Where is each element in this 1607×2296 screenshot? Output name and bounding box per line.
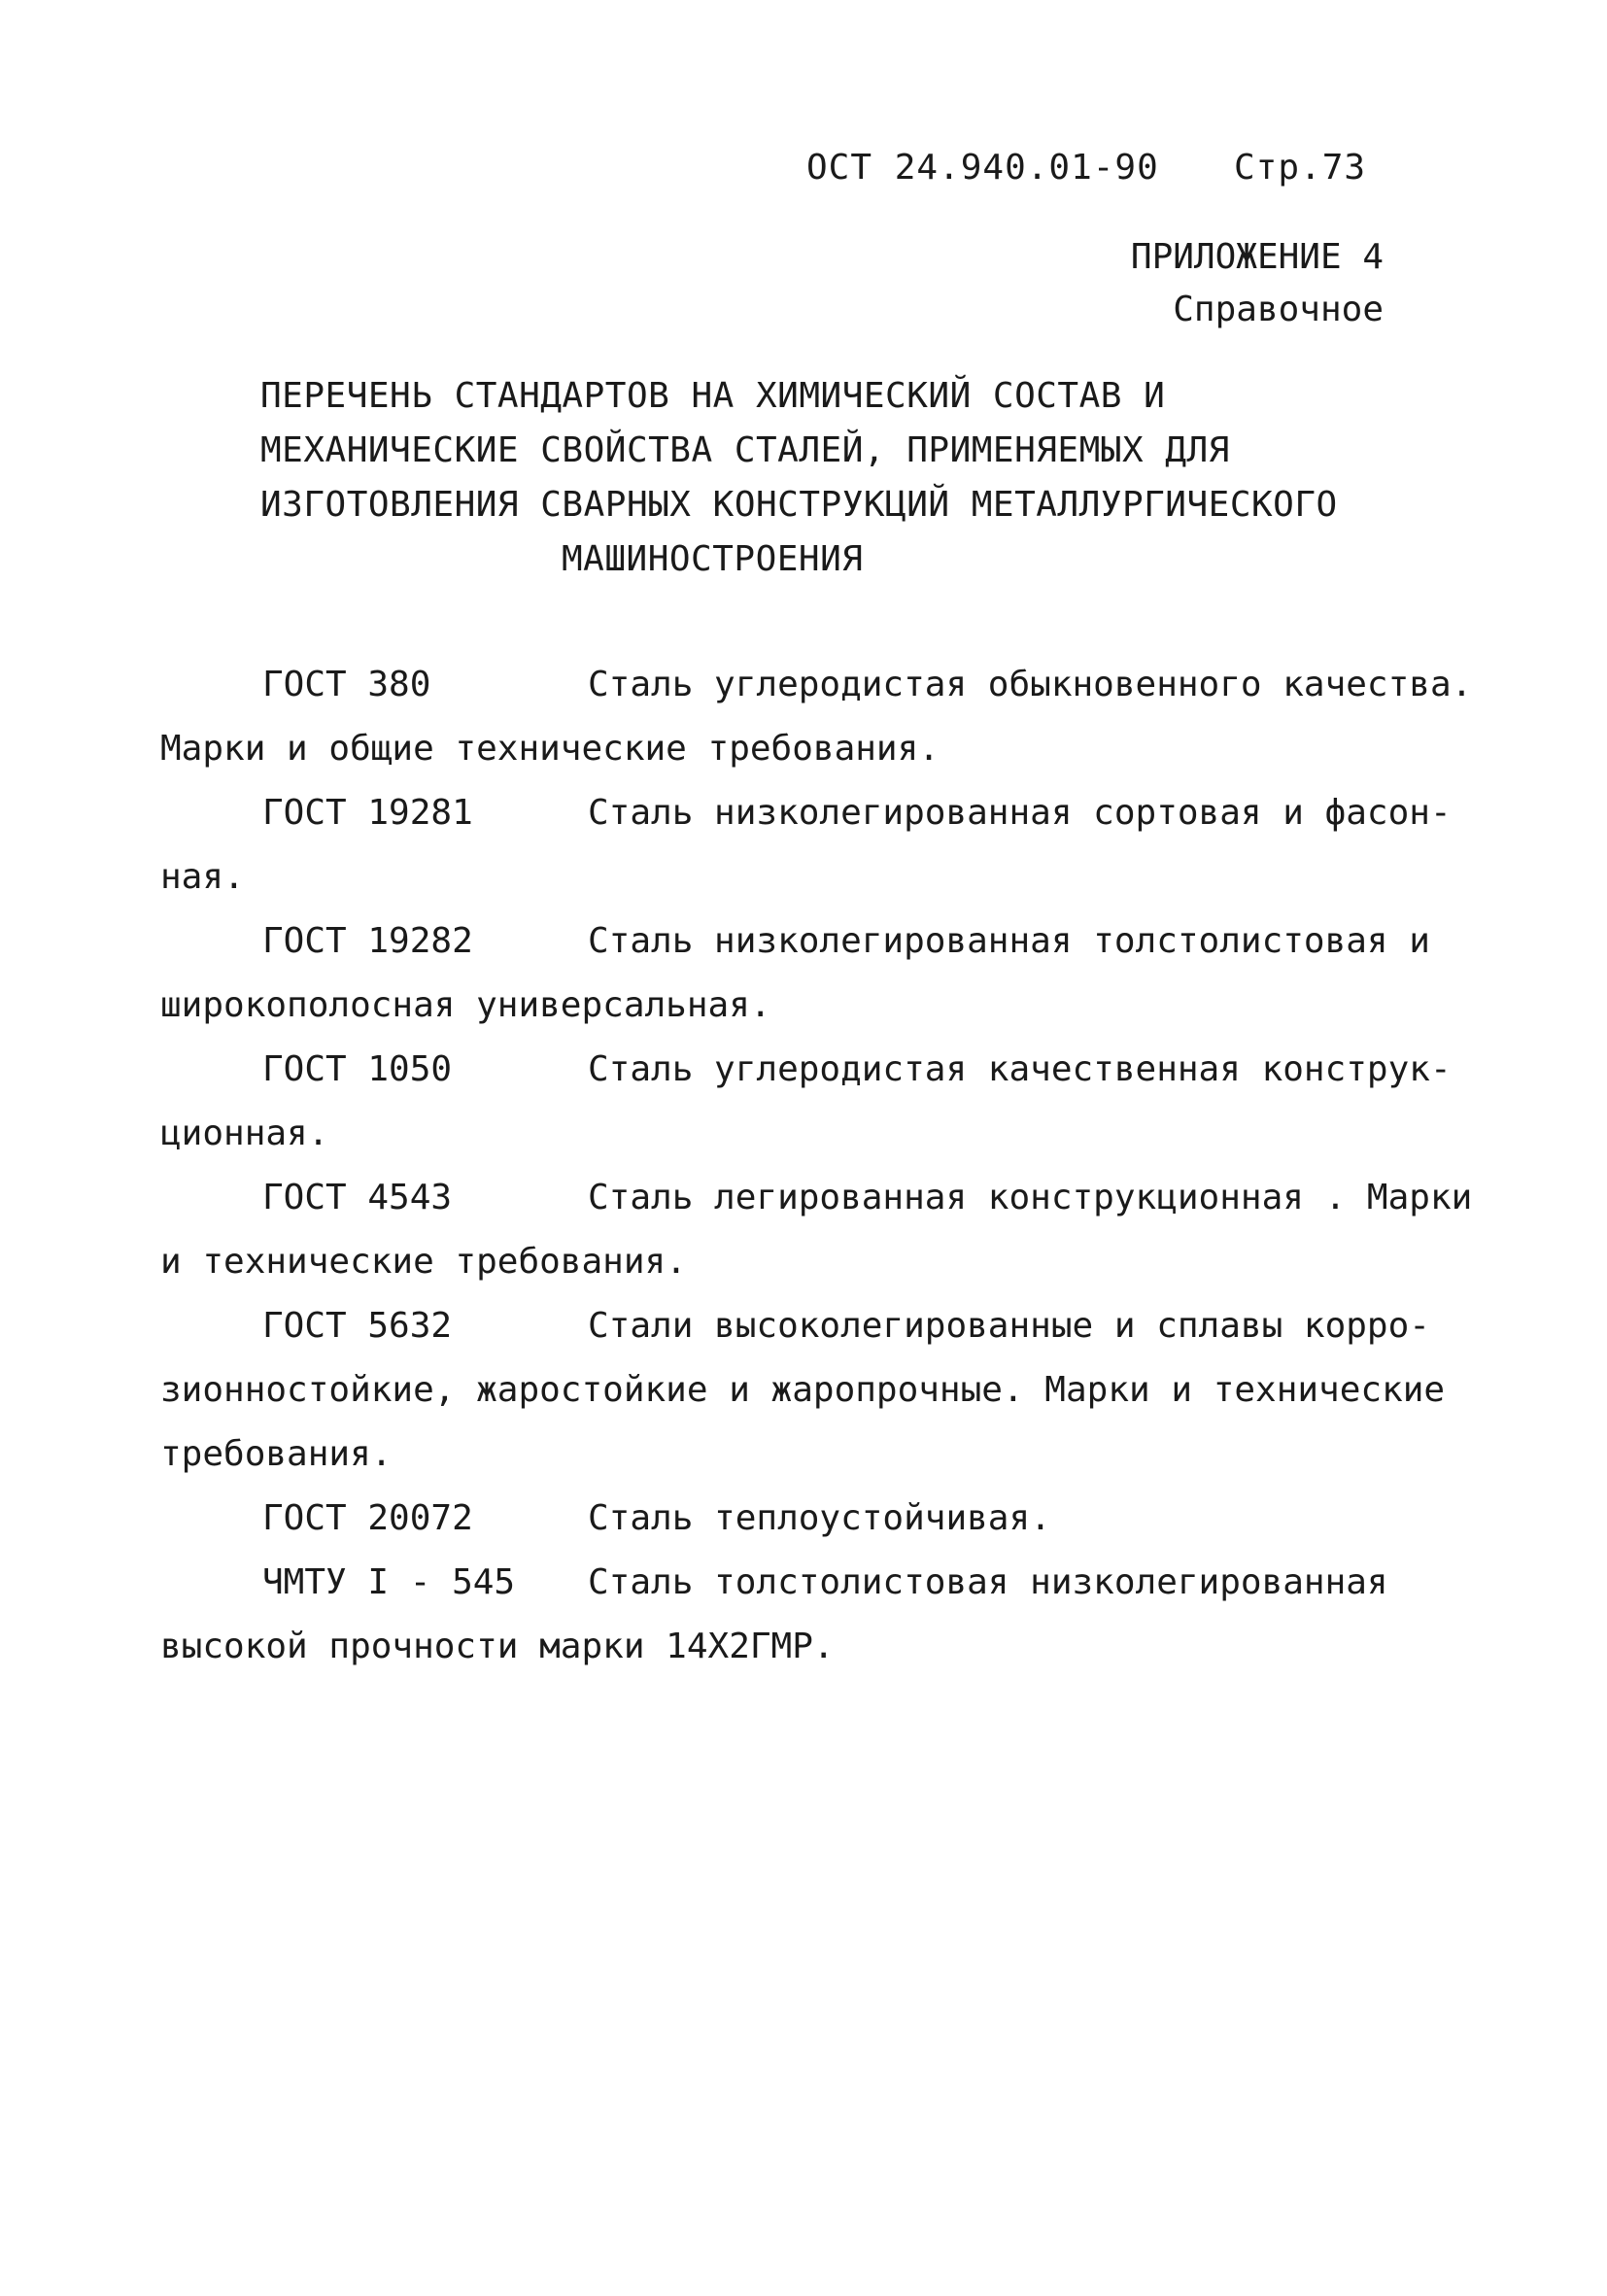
standard-code: ГОСТ 5632 <box>262 1306 453 1346</box>
standard-entry <box>160 653 1473 781</box>
standard-description-continuation: Марки и общие технические требования. <box>160 729 940 769</box>
standard-entry-first-line <box>160 1487 1453 1551</box>
standard-code: ГОСТ 4543 <box>262 1178 453 1217</box>
standard-description: Сталь низколегированная толстолистовая и <box>588 921 1430 961</box>
standard-description-continuation: высокой прочности марки 14Х2ГМР. <box>160 1627 835 1666</box>
standard-description: Сталь углеродистая качественная конструк- <box>588 1049 1452 1089</box>
standard-entry <box>160 1294 1453 1487</box>
title-line: МЕХАНИЧЕСКИЕ СВОЙСТВА СТАЛЕЙ, ПРИМЕНЯЕМЫХ ДЛЯ <box>260 430 1230 470</box>
standard-description: Сталь углеродистая обыкновенного качества. <box>588 665 1473 704</box>
standard-description-continuation: широкополосная универсальная. <box>160 985 771 1025</box>
standard-entry-first-line <box>160 781 1453 845</box>
standard-description-continuation: ная. <box>160 857 245 897</box>
title-line: ПЕРЕЧЕНЬ СТАНДАРТОВ НА ХИМИЧЕСКИЙ СОСТАВ И <box>260 376 1166 416</box>
standard-entry <box>160 1166 1473 1294</box>
standard-code: ГОСТ 19281 <box>262 793 473 833</box>
standard-entry <box>160 1487 1453 1551</box>
standard-description: Сталь теплоустойчивая. <box>588 1498 1051 1538</box>
standard-entry <box>160 1038 1453 1166</box>
standard-description: Сталь низколегированная сортовая и фасон- <box>588 793 1452 833</box>
standard-description: Сталь легированная конструкционная . Марки <box>588 1178 1473 1217</box>
standard-description-continuation: и технические требования. <box>160 1242 687 1282</box>
standard-code: ГОСТ 20072 <box>262 1498 473 1538</box>
standard-entry-first-line <box>160 1294 1453 1358</box>
standard-entry-first-line <box>160 1551 1453 1615</box>
standard-entry <box>160 1551 1453 1679</box>
standard-entry-first-line <box>160 1166 1473 1230</box>
title-line: МАШИНОСТРОЕНИЯ <box>562 539 864 579</box>
standard-code: ЧМТУ I - 545 <box>262 1562 516 1602</box>
standard-code: ГОСТ 19282 <box>262 921 473 961</box>
appendix-kind: Справочное <box>1173 290 1384 329</box>
standard-description: Сталь толстолистовая низколегированная <box>588 1562 1388 1602</box>
standards-list <box>160 653 1473 1679</box>
standard-code: ГОСТ 380 <box>262 665 431 704</box>
standard-entry-first-line <box>160 1038 1453 1102</box>
standard-description-continuation: ционная. <box>160 1114 329 1153</box>
standard-description-continuation: требования. <box>160 1434 393 1474</box>
standard-entry <box>160 781 1453 909</box>
standard-entry-first-line <box>160 909 1453 974</box>
appendix-label: ПРИЛОЖЕНИЕ 4 <box>1130 237 1384 277</box>
title-line: ИЗГОТОВЛЕНИЯ СВАРНЫХ КОНСТРУКЦИЙ МЕТАЛЛУРГИЧЕСКОГО <box>260 485 1338 525</box>
standard-code: ГОСТ 1050 <box>262 1049 453 1089</box>
page-number: Стр.73 <box>1234 148 1367 188</box>
document-number: ОСТ 24.940.01-90 <box>806 148 1159 188</box>
document-title <box>260 369 1378 587</box>
standard-entry <box>160 909 1453 1038</box>
standard-description: Стали высоколегированные и сплавы корро- <box>588 1306 1430 1346</box>
standard-entry-first-line <box>160 653 1473 717</box>
standard-description-continuation: зионностойкие, жаростойкие и жаропрочные. Марки и технические <box>160 1370 1446 1410</box>
